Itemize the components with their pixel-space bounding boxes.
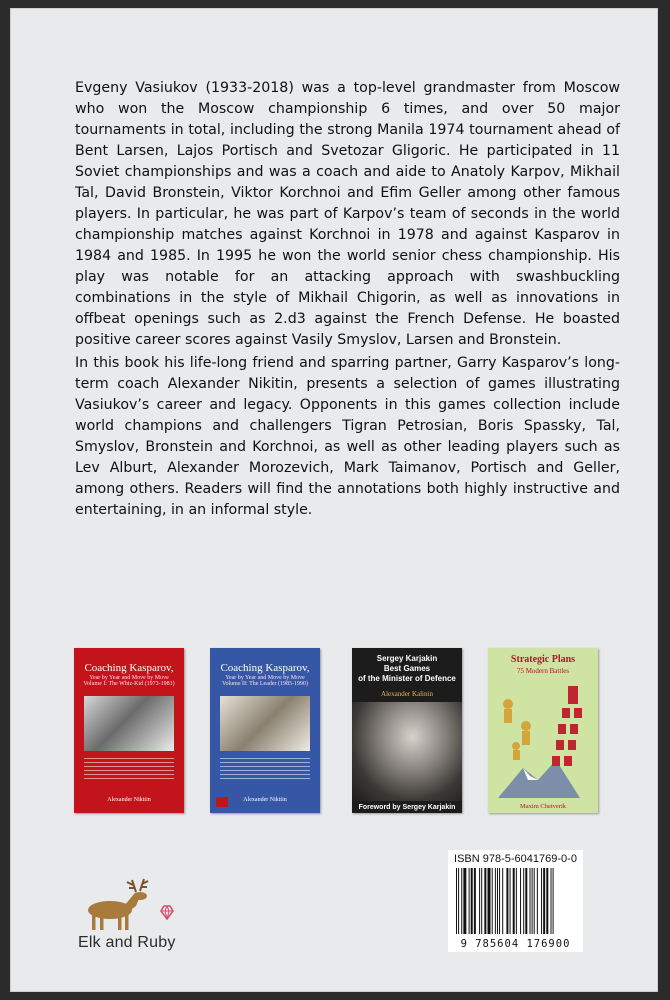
publisher-name: Elk and Ruby: [78, 934, 176, 951]
book-foreword: Foreword by Sergey Karjakin: [358, 804, 456, 811]
book-title: [74, 662, 184, 674]
cover-photo: [220, 696, 310, 751]
book-thumbnail-karjakin[interactable]: [352, 648, 462, 813]
cover-text-block: [84, 758, 174, 780]
description-paragraph-1: Evgeny Vasiukov (1933-2018) was a top-level grandmaster from Moscow who won the Moscow championship 6 times, and over 50 major tournaments in total, including the strong Manila 1974 tournament ahead of Bent Larsen, Lajos Portisch and Svetozar Gligoric. He participated in 11 Soviet championships and was a coach and aide to Anatoly Karpov, Mikhail Tal, David Bronstein, Viktor Korchnoi and Efim Geller among other famous players. In particular, he was part of Karpov’s team of seconds in the world championship matches against Korchnoi in 1978 and against Kasparov in 1984 and 1985. In 1995 he won the world senior chess championship. His play was notable for an attacking approach with swashbuckling combinations in the style of Mikhail Chigorin, as well as innovations in offbeat openings such as 2.d3 against the French Defense. He boasted positive career scores against Vasily Smyslov, Larsen and Bronstein.: [75, 80, 620, 348]
elk-logo-icon: [80, 876, 180, 934]
book-subtitle: 75 Modern Battles: [516, 667, 570, 675]
cover-portrait-photo: [352, 702, 462, 801]
publisher-badge-icon: [216, 797, 228, 807]
book-thumbnail-coaching-kasparov-2[interactable]: [210, 648, 320, 813]
barcode-icon: [456, 868, 575, 934]
isbn-barcode: [448, 850, 583, 952]
book-title: [352, 654, 462, 684]
book-author: Maxim Chetverik: [519, 803, 567, 810]
cover-text-block: [220, 758, 310, 780]
book-tagline: Year by Year and Move by Move: [89, 675, 169, 681]
book-thumbnail-strategic-plans[interactable]: [488, 648, 598, 813]
book-subtitle: [210, 675, 320, 687]
book-thumbnail-coaching-kasparov-1[interactable]: [74, 648, 184, 813]
book-volume: Volume I: The Whiz-Kid (1973-1981): [83, 681, 175, 687]
cover-photo: [84, 696, 174, 751]
book-volume: Volume II: The Leader (1985-1990): [221, 681, 309, 687]
book-author: Alexander Nikitin: [243, 797, 287, 803]
book-title: Strategic Plans: [510, 654, 576, 665]
ean-digits: 9 785604 176900: [460, 938, 571, 950]
book-title-line: Sergey Karjakin: [376, 654, 438, 663]
description-paragraph-2: In this book his life-long friend and sparring partner, Garry Kasparov’s long-term coach Alexander Nikitin, presents a selection of games illustrating Vasiukov’s career and legacy. Opponents in this games collection include world champions and challengers Tigran Petrosian, Boris Spassky, Tal, Smyslov, Bronstein and Korchnoi, as well as other leading players such as Lev Alburt, Alexander Morozevich, Mark Taimanov, Portisch and Geller, among others. Readers will find the annotations both highly instructive and entertaining, in an informal style.: [75, 355, 620, 518]
book-tagline: Year by Year and Move by Move: [225, 675, 305, 681]
book-title-line: Coaching Kasparov,: [84, 662, 174, 674]
book-title-line: Coaching Kasparov,: [220, 662, 310, 674]
book-subtitle: [74, 675, 184, 687]
book-title-line: of the Minister of Defence: [358, 674, 456, 683]
book-title: [210, 662, 320, 674]
isbn-label: ISBN 978-5-6041769-0-0: [454, 853, 577, 865]
book-author: Alexander Nikitin: [107, 797, 151, 803]
back-cover: [10, 8, 658, 992]
book-description: [75, 78, 620, 523]
book-title-line: Best Games: [383, 664, 431, 673]
chess-pieces-illustration-icon: [488, 676, 598, 798]
book-author: Alexander Kalinin: [381, 690, 433, 698]
